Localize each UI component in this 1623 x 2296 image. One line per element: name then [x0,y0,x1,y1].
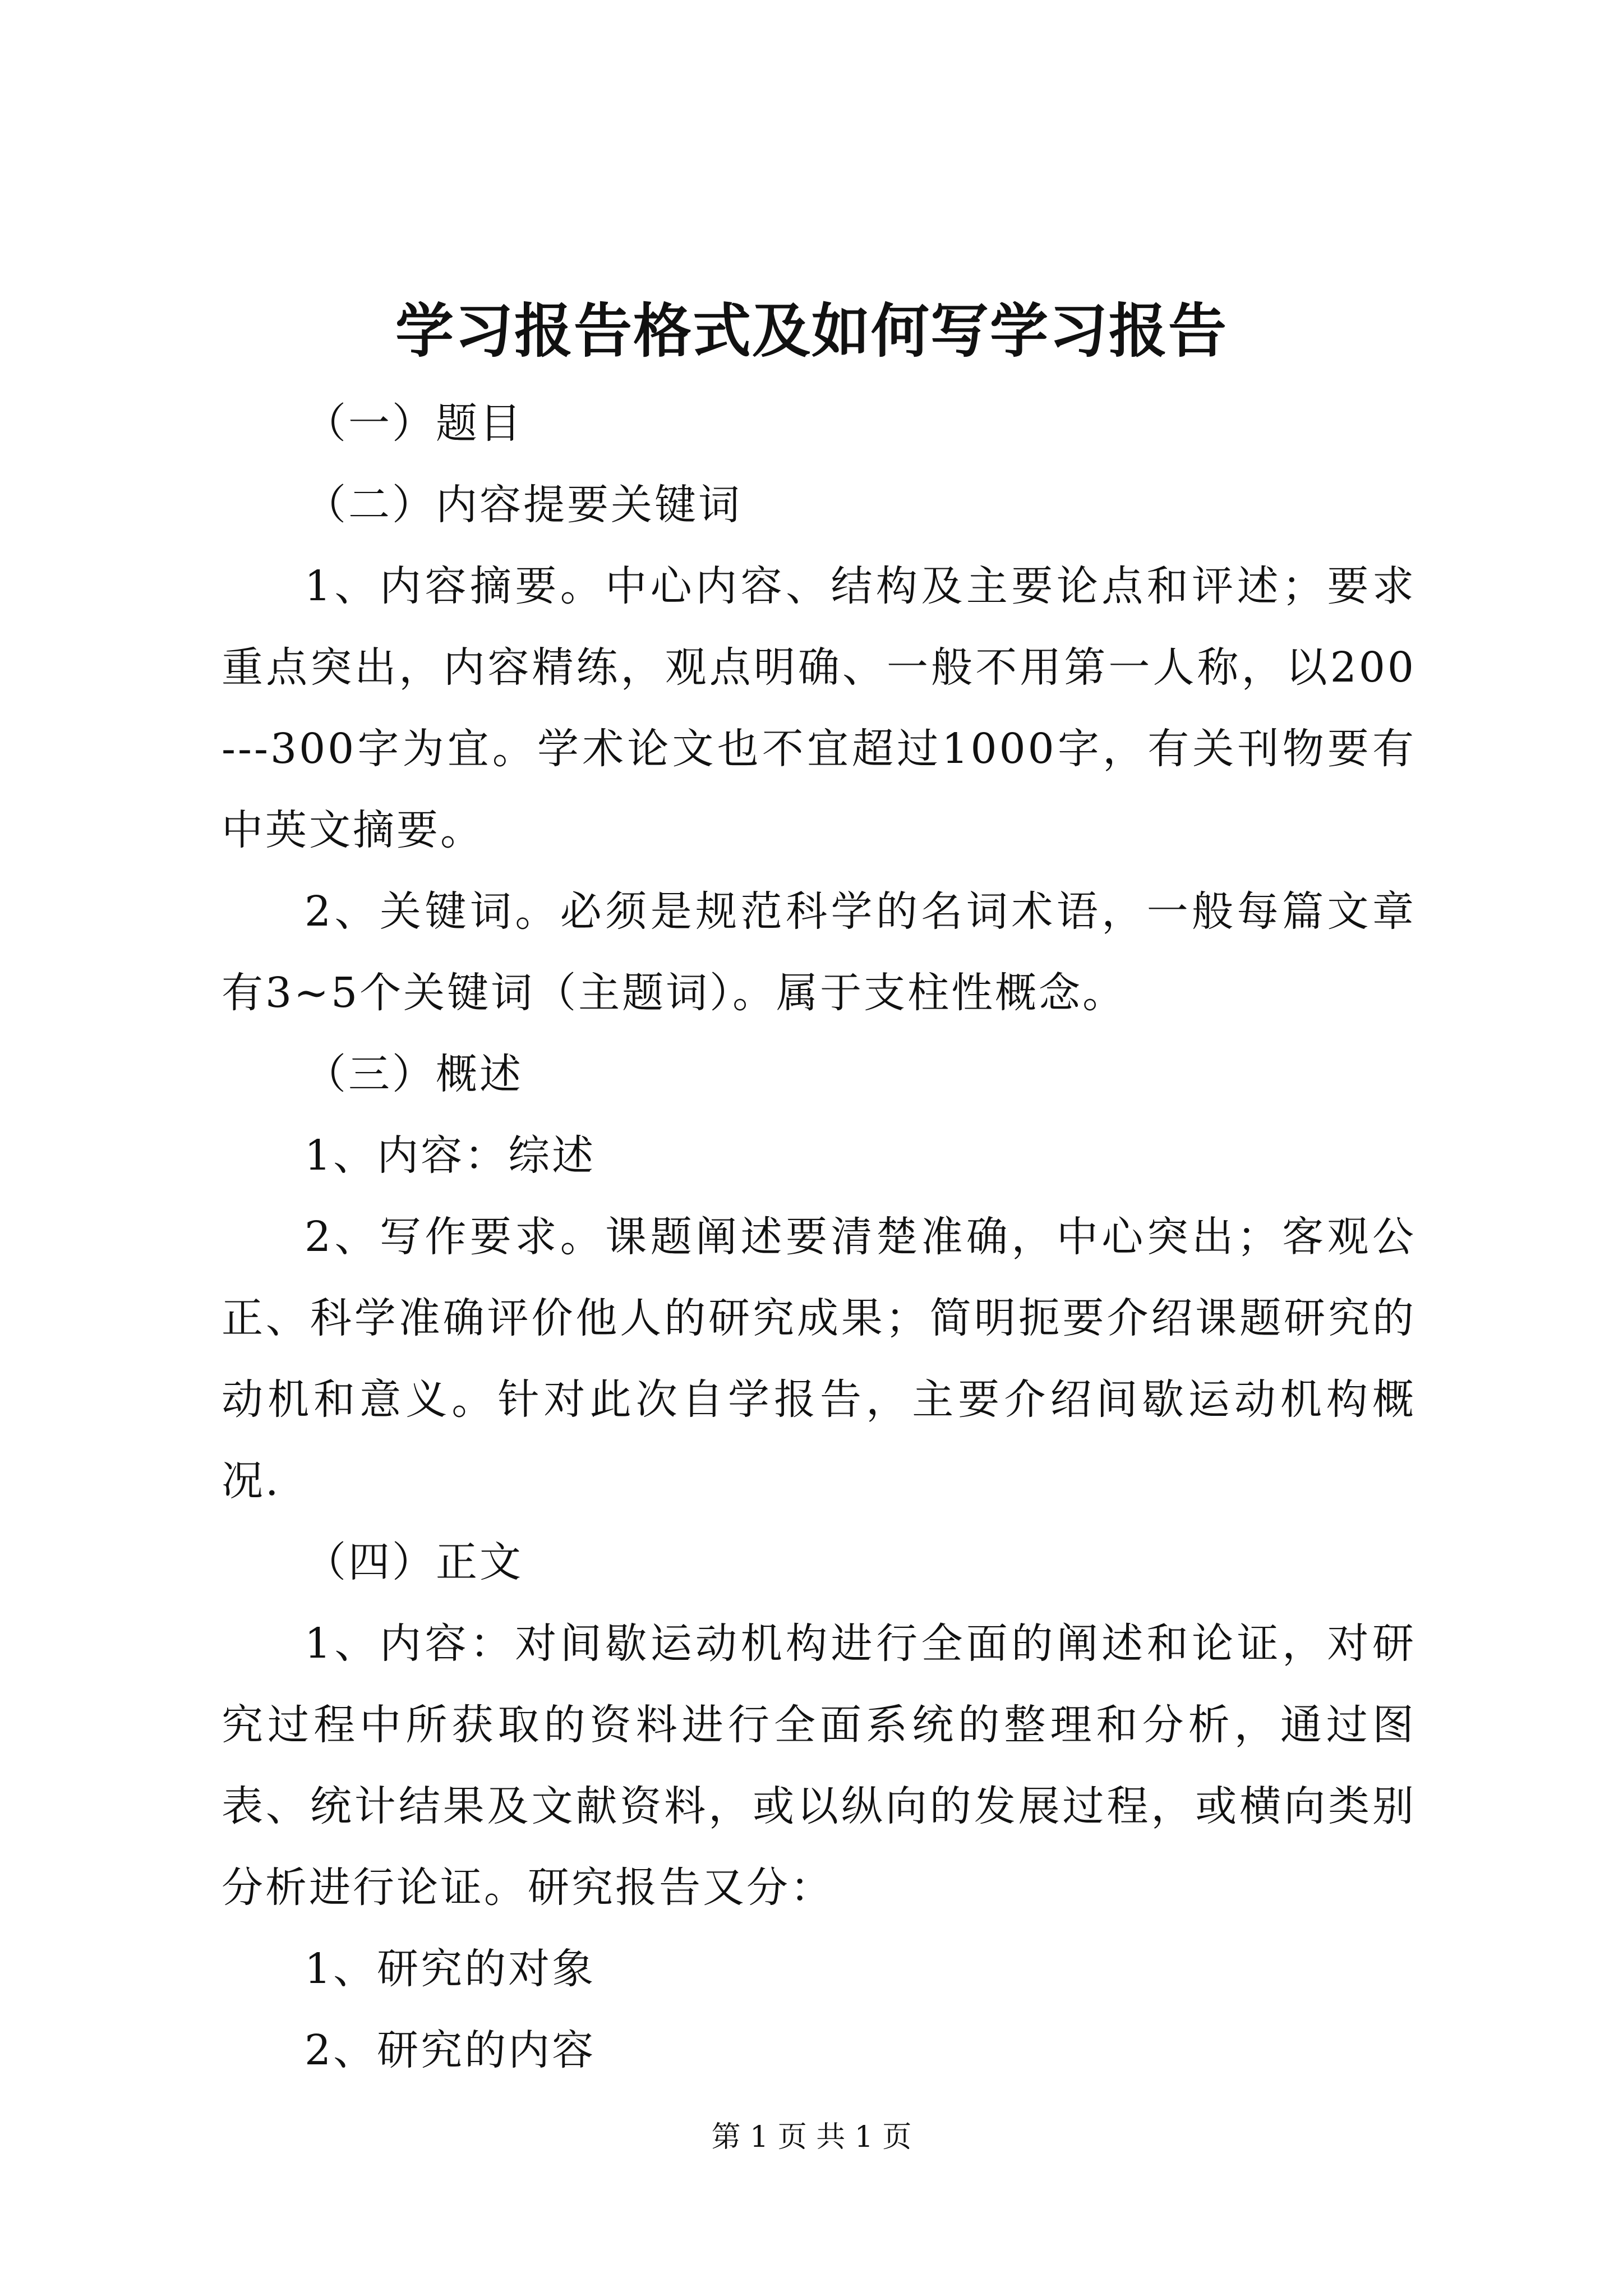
paragraph-main-content: 1、内容：对间歇运动机构进行全面的阐述和论证，对研究过程中所获取的资料进行全面系统的整理和分析，通过图表、统计结果及文献资料，或以纵向的发展过程，或横向类别分析进行论证。研究报告又分： [222,1619,1416,1912]
paragraph-abstract: 1、内容摘要。中心内容、结构及主要论点和评述；要求重点突出，内容精练，观点明确、一般不用第一人称，以200---300字为宜。学术论文也不宜超过1000字，有关刊物要有中英文摘要。 [222,562,1416,854]
paragraph-overview-content: 1、内容：综述 [305,1131,596,1180]
page-footer: 第 1 页 共 1 页 [711,2120,912,2154]
heading-overview: （三）概述 [305,1050,523,1098]
heading-summary-keywords: （二）内容提要关键词 [305,481,742,529]
heading-topic: （一）题目 [305,399,523,448]
paragraph-keywords: 2、关键词。必须是规范科学的名词术语，一般每篇文章有3~5个关键词（主题词）。属于支柱性概念。 [222,887,1416,1017]
list-item-research-object: 1、研究的对象 [305,1945,596,1993]
document-body [222,383,1416,2091]
document-title: 学习报告格式及如何写学习报告 [395,296,1228,365]
heading-main-text: （四）正文 [305,1538,523,1586]
list-item-research-content: 2、研究的内容 [305,2026,596,2074]
paragraph-writing-requirements: 2、写作要求。课题阐述要清楚准确，中心突出；客观公正、科学准确评价他人的研究成果；简明扼要介绍课题研究的动机和意义。针对此次自学报告，主要介绍间歇运动机构概况. [222,1213,1416,1505]
